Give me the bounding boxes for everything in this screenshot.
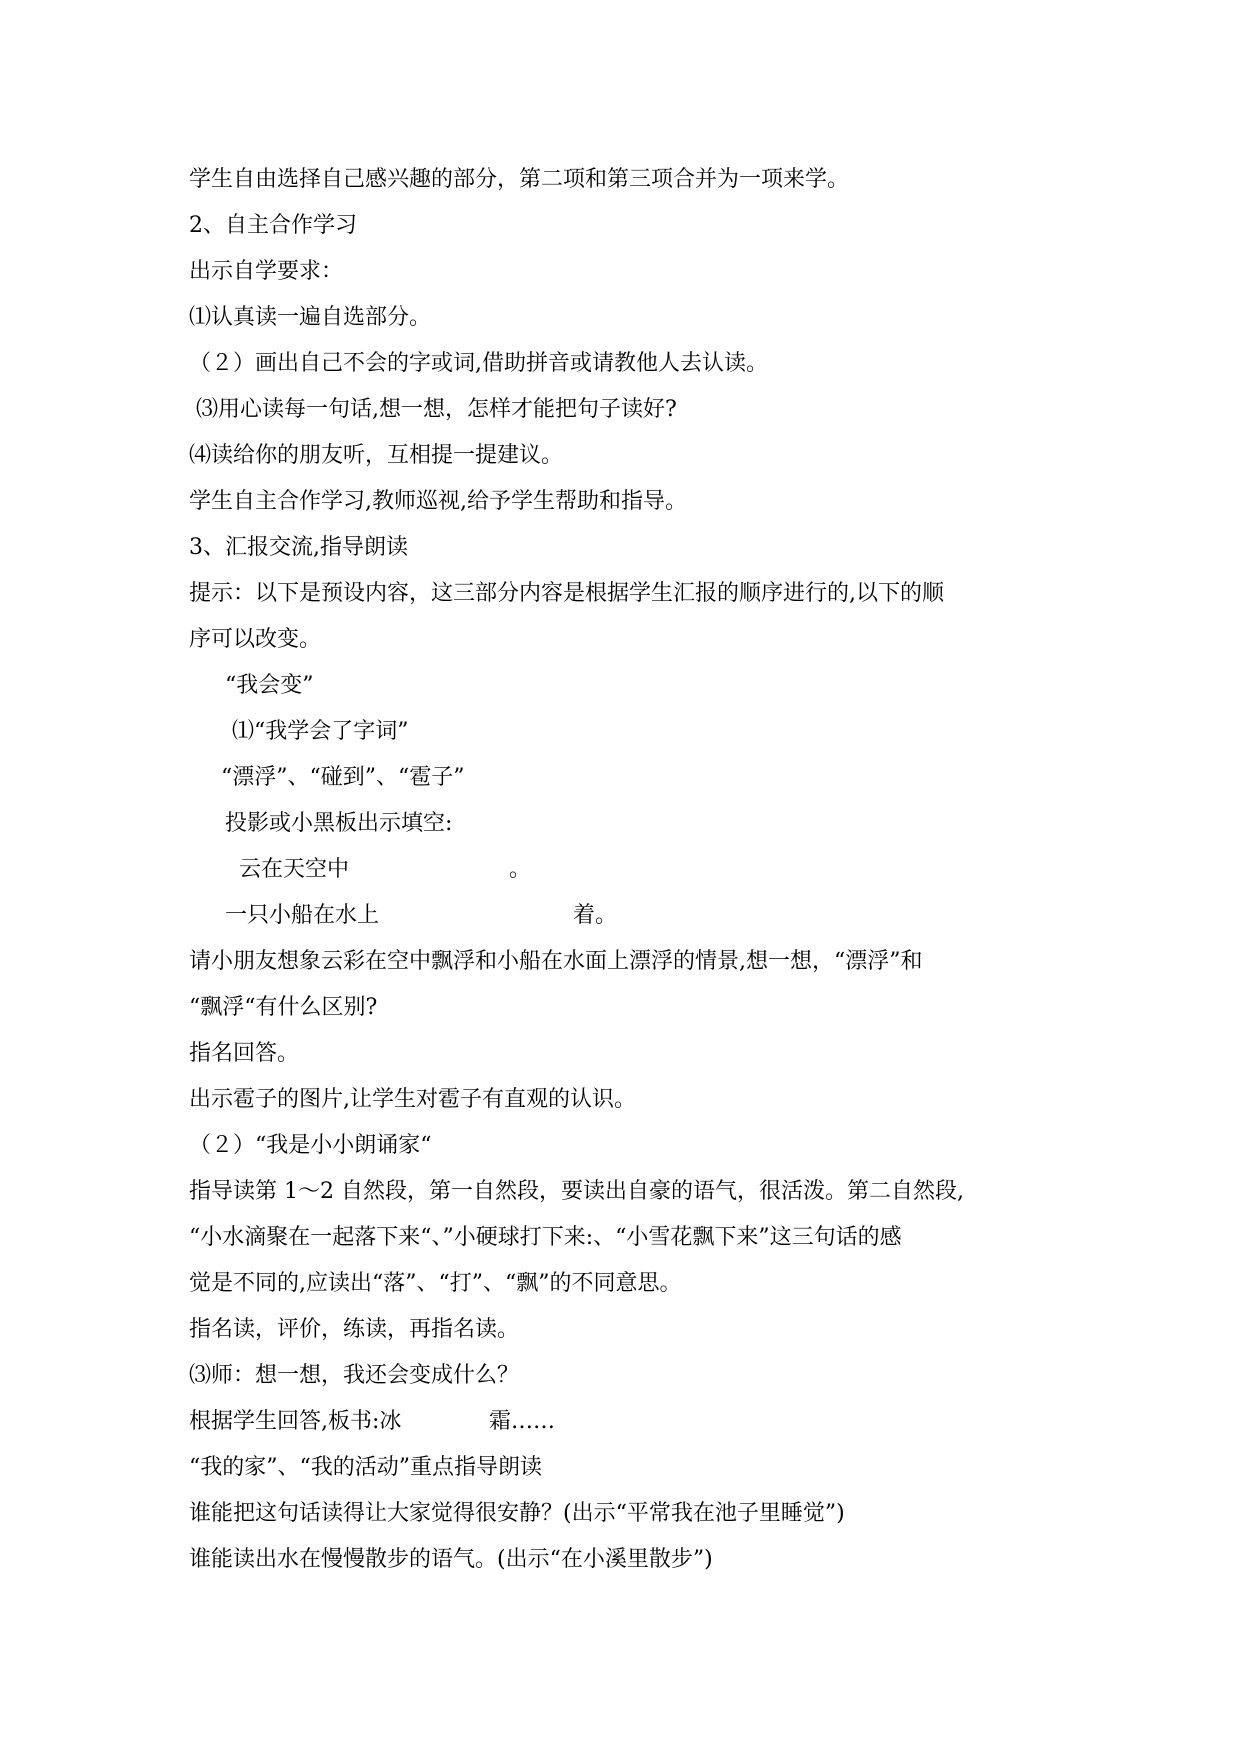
list-item: （２）画出自己不会的字或词,借助拼音或请教他人去认读。	[189, 351, 768, 376]
text-line: 提示：以下是预设内容，这三部分内容是根据学生汇报的顺序进行的,以下的顺	[189, 581, 944, 606]
text-line: 出示自学要求：	[189, 259, 344, 284]
text-line: 谁能读出水在慢慢散步的语气。(出示“在小溪里散步”)	[189, 1547, 713, 1572]
fill-blank-end: 着。	[573, 903, 618, 928]
text-line: 出示雹子的图片,让学生对雹子有直观的认识。	[189, 1087, 636, 1112]
text-line: 霜……	[489, 1409, 556, 1434]
text-line: 谁能把这句话读得让大家觉得很安静？(出示“平常我在池子里睡觉”)	[189, 1501, 845, 1526]
fill-blank-line: 云在天空中	[239, 857, 350, 882]
fill-blank-end: 。	[509, 857, 532, 882]
text-line: 请小朋友想象云彩在空中飘浮和小船在水面上漂浮的情景,想一想，“漂浮”和	[189, 949, 923, 974]
text-line: “飘浮“有什么区别?	[189, 995, 378, 1020]
text-line: “漂浮”、“碰到”、“雹子”	[221, 765, 465, 790]
section-heading: 3、汇报交流,指导朗读	[189, 535, 408, 560]
fill-blank-line: 一只小船在水上	[225, 903, 380, 928]
subheading: ⑴“我学会了字词”	[232, 719, 409, 744]
text-line: 指名读，评价，练读，再指名读。	[189, 1317, 520, 1342]
text-line: 觉是不同的,应读出“落”、“打”、“飘”的不同意思。	[189, 1271, 682, 1296]
text-line: 指导读第 1～2 自然段，第一自然段，要读出自豪的语气，很活泼。第二自然段,	[189, 1179, 964, 1204]
subheading: “我会变”	[225, 673, 314, 698]
text-line: 根据学生回答,板书:冰	[189, 1409, 402, 1434]
subheading: “我的家”、“我的活动”重点指导朗读	[189, 1455, 542, 1480]
text-line: 学生自主合作学习,教师巡视,给予学生帮助和指导。	[189, 489, 687, 514]
text-line: 学生自由选择自己感兴趣的部分，第二项和第三项合并为一项来学。	[189, 167, 850, 192]
text-line: 投影或小黑板出示填空:	[225, 811, 453, 836]
subheading: ⑶师：想一想，我还会变成什么？	[189, 1363, 520, 1388]
text-line: “小水滴聚在一起落下来“、”小硬球打下来:、“小雪花飘下来”这三句话的感	[189, 1225, 902, 1250]
section-heading: 2、自主合作学习	[189, 213, 357, 238]
list-item: ⑷读给你的朋友听，互相提一提建议。	[189, 443, 564, 468]
subheading: （２）“我是小小朗诵家“	[189, 1133, 432, 1158]
text-line: 指名回答。	[189, 1041, 300, 1066]
list-item: ⑶用心读每一句话,想一想，怎样才能把句子读好?	[196, 397, 677, 422]
list-item: ⑴认真读一遍自选部分。	[189, 305, 432, 330]
text-line: 序可以改变。	[189, 627, 322, 652]
